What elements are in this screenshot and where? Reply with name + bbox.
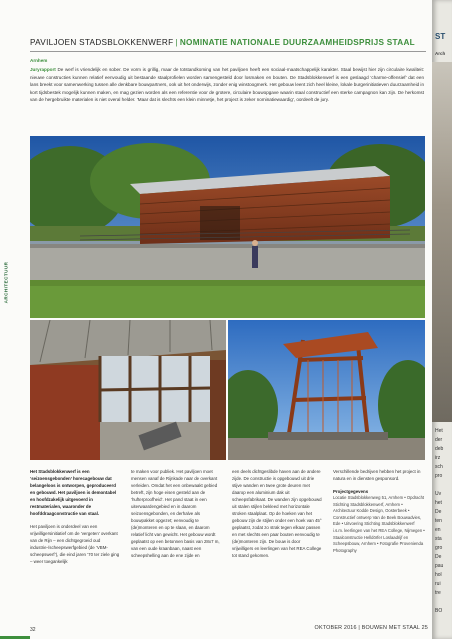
next-page-photo bbox=[432, 62, 452, 422]
next-page-fragment: De bbox=[435, 509, 442, 515]
title-separator: | bbox=[175, 38, 178, 47]
next-page-fragment: gro bbox=[435, 545, 443, 551]
photo-pavilion-interior bbox=[30, 320, 226, 460]
spine-label: ARCHITECTUUR bbox=[3, 261, 9, 304]
next-page-fragment: De bbox=[435, 554, 442, 560]
pavilion-interior-illustration bbox=[30, 320, 226, 460]
next-page-fragment: ten bbox=[435, 518, 442, 524]
next-page-fragment: der bbox=[435, 437, 443, 443]
article-title-main: PAVILJOEN STADSBLOKKENWERF bbox=[30, 38, 174, 47]
title-rule bbox=[30, 51, 426, 52]
next-page-edge bbox=[432, 0, 452, 639]
next-page-fragment: BO bbox=[435, 608, 443, 614]
column-3-text: een deels dichtgeslibde haven aan de andere zijde. De constructie is opgebouwd uit drie stijve wanden en twee grote deuren met daarop een aluminium dak uit scheepsfabrikaat. De wanden zijn opgebouwd uit stalen stijlen bekleed met horizontale stroken staalplaat. Op de hoeken van het gebouw zijn de stijlen onder een hoek van 45° geplaatst, zodat zo strak tegen elkaar passen en met slechts een paar bouten eenvoudig te (de)monteren zijn. De bouw is door vrijwilligers en leerlingen van het REA College tot stand gekomen. bbox=[232, 469, 322, 558]
intro-city: Arnhem bbox=[30, 58, 48, 63]
next-page-fragment: en bbox=[435, 527, 441, 533]
article-title bbox=[30, 38, 415, 47]
next-page-subtitle: Arch bbox=[435, 51, 446, 56]
next-page-title: ST bbox=[435, 32, 446, 41]
article-subtitle: NOMINATIE NATIONALE DUURZAAMHEIDSPRIJS STAAL bbox=[179, 38, 415, 47]
next-page-fragment: sch bbox=[435, 464, 443, 470]
pavilion-exterior-illustration bbox=[30, 136, 425, 318]
jury-text: De werf is vriendelijk en sober. De vorm is grillig, maar de totstandkoming van het paviljoen heeft een sociaal-maatschappelijk karakter. Staal bewijst hier zijn circulaire kwaliteit: nieuwe constructies kunnen relatief eenvoudig uit bestaande staalprofielen worden samengesteld door losmaken en bouten. De Stadsblokkenwerf is een geslaagd ‘charme-offensief’ dat een lans breekt voor samenwerking tussen alle denkbare bouwpartners, ook uit het onderwijs, zonder enig winstoogmerk. Het gebouw leent zich heel kleine, lokale burgerinitiatieven duurzaamheid in kort tijdsbestek mogelijk kunnen maken, en mag gezien worden als een referentie voor de grotere, circulaire bouwopgave waarin staal constructief een sterke campagnon kan zijn. De herkomst van de hergebruikte materialen is niet overal helder. ‘Maar dat is slechts een klein minnetje, het project is zeker nominatiewaardig’, oordeelt de jury. bbox=[30, 67, 425, 103]
page-number: 32 bbox=[30, 627, 36, 633]
next-page-fragment: deb bbox=[435, 446, 444, 452]
project-credits: Locatie Stadsblokkenweg 51, Arnhem • Opdracht Stichting Stadsblokkenwerf, Arnhem • Architectuur Kodde Design, Oosterbeek • Constructief ontwerp Van de Beek Bouwadvies, Ede • Uitvoering Stichting Stadsblokkenwerf i.s.m. leerlingen van het REA College, Nijmegen • Staalconstructie Helldörfer Loslaadrijf en Scheepsbouw, Arnhem • Fotografie Provenienda Photography bbox=[333, 495, 425, 553]
photo-construction-frame bbox=[228, 320, 425, 460]
column-4-text: Verschillende bedrijven hebben het project in natura en in diensten gesponsord. bbox=[333, 469, 421, 481]
construction-frame-illustration bbox=[228, 320, 425, 460]
project-heading: Projectgegevens bbox=[333, 489, 369, 494]
next-page-fragment: sta bbox=[435, 536, 442, 542]
article-lead: Het Stadsblokkenwerf is een ‘seizoensgebonden’ horecagebouw dat belangeloos is ontworpen, geproduceerd en gebouwd. Het paviljoen is demontabel en hoofdzakelijk uitgevoerd in restmaterialen, waaronder de hoofddraagconstructie van staal. bbox=[30, 469, 117, 516]
column-2 bbox=[131, 468, 221, 565]
next-page-fragment: tre bbox=[435, 590, 441, 596]
next-page-fragment: hol bbox=[435, 572, 442, 578]
jury-label: Juryrapport bbox=[30, 67, 56, 72]
column-1-text: Het paviljoen is onderdeel van een vrijwilligersinitiatief om de ‘vergeten’ overkant van de Rijn – een dichtgegroeid oud industrie-/scheepswerfgebied (de ‘VBM-scheepswerf’), die eind jaren ’70 ter ziele ging – weer toegankelijk bbox=[30, 524, 120, 564]
column-4 bbox=[333, 468, 425, 554]
section-spine bbox=[0, 90, 8, 570]
issue-footer: OKTOBER 2016 | BOUWEN MET STAAL 25 bbox=[314, 625, 428, 631]
column-2-text: te maken voor publiek. Het paviljoen moet mensen vanaf de Rijnkade naar de overkant verleiden. Omdat het een onbewaakt gebied betreft, zijn hoge eisen gesteld aan de ‘hufterproofheid’. Het pand staat in een uiterwaardengebied en in daarom seizoensgebonden, en derhalve als bouwpakket opgezet; eenvoudig te (de)monteren en op te slaan, en daarom relatief licht van gewicht. Het gebouw wordt geplaatst op een betonnen basis van 28x7 m, van een oude kraanbaan, naast een scheepshelling aan de ene zijde en bbox=[131, 469, 220, 558]
column-1 bbox=[30, 468, 120, 571]
next-page-fragment: pro bbox=[435, 473, 443, 479]
photo-pavilion-exterior bbox=[30, 136, 425, 318]
jury-report bbox=[30, 66, 424, 104]
next-page-fragment: het bbox=[435, 500, 442, 506]
next-page-fragment: Het bbox=[435, 428, 443, 434]
next-page-fragment: Uv bbox=[435, 491, 442, 497]
next-page-fragment: irz bbox=[435, 455, 441, 461]
next-page-fragment: rui bbox=[435, 581, 441, 587]
next-page-fragment: pau bbox=[435, 563, 444, 569]
column-3 bbox=[232, 468, 322, 565]
